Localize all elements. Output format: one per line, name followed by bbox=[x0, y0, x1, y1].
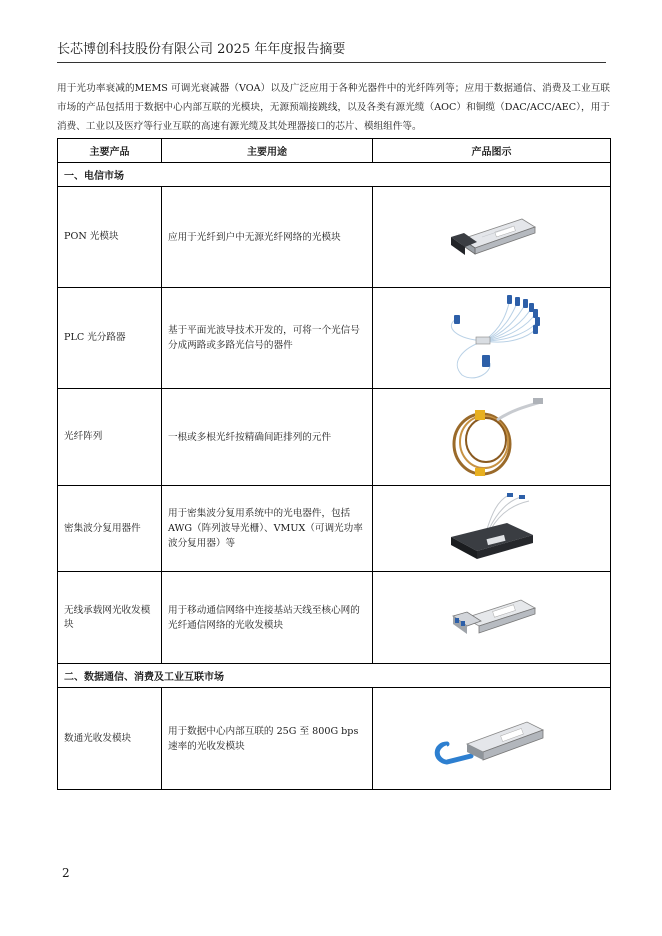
product-usage: 用于移动通信网络中连接基站天线至核心网的光纤通信网络的光收发模块 bbox=[162, 572, 373, 664]
product-usage: 用于数据中心内部互联的 25G 至 800G bps 速率的光收发模块 bbox=[162, 688, 373, 790]
intro-paragraph: 用于光功率衰减的MEMS 可调光衰减器（VOA）以及广泛应用于各种光器件中的光纤阵列等；应用于数据通信、消费及工业互联市场的产品包括用于数据中心内部互联的光模块，无源预端接跳线，以及各类有源光缆（AOC）和铜缆（DAC/ACC/AEC），用于消费、工业以及医疗等行业互联的高速有源光缆及其处理器接口的芯片、模组组件等。 bbox=[57, 83, 610, 132]
section-row-datacom bbox=[58, 664, 611, 688]
section-row-telecom bbox=[58, 163, 611, 187]
datacom-transceiver-image bbox=[373, 688, 611, 790]
page-number: 2 bbox=[62, 866, 70, 880]
product-name: PON 光模块 bbox=[58, 187, 162, 288]
table-row bbox=[58, 389, 611, 486]
table-row bbox=[58, 572, 611, 664]
table-row bbox=[58, 688, 611, 790]
product-name: 密集波分复用器件 bbox=[58, 486, 162, 572]
fiber-array-image bbox=[373, 389, 611, 486]
product-usage: 基于平面光波导技术开发的，可将一个光信号分成两路或多路光信号的器件 bbox=[162, 288, 373, 389]
section-title: 一、电信市场 bbox=[58, 163, 611, 187]
table-row bbox=[58, 288, 611, 389]
table-row bbox=[58, 187, 611, 288]
product-name: PLC 光分路器 bbox=[58, 288, 162, 389]
page-header bbox=[57, 40, 606, 63]
header-usage: 主要用途 bbox=[162, 139, 373, 163]
product-name: 无线承载网光收发模块 bbox=[58, 572, 162, 664]
product-table bbox=[57, 138, 611, 790]
plc-splitter-image bbox=[373, 288, 611, 389]
header-image: 产品图示 bbox=[373, 139, 611, 163]
product-usage: 一根或多根光纤按精确间距排列的元件 bbox=[162, 389, 373, 486]
table-header-row bbox=[58, 139, 611, 163]
product-usage: 用于密集波分复用系统中的光电器件，包括AWG（阵列波导光栅）、VMUX（可调光功率波分复用器）等 bbox=[162, 486, 373, 572]
header-product: 主要产品 bbox=[58, 139, 162, 163]
product-name: 数通光收发模块 bbox=[58, 688, 162, 790]
report-title: 长芯博创科技股份有限公司 2025 年年度报告摘要 bbox=[57, 42, 346, 57]
wireless-transceiver-image bbox=[373, 572, 611, 664]
product-name: 光纤阵列 bbox=[58, 389, 162, 486]
dwdm-device-image bbox=[373, 486, 611, 572]
table-row bbox=[58, 486, 611, 572]
section-title: 二、数据通信、消费及工业互联市场 bbox=[58, 664, 611, 688]
pon-module-image bbox=[373, 187, 611, 288]
product-usage: 应用于光纤到户中无源光纤网络的光模块 bbox=[162, 187, 373, 288]
